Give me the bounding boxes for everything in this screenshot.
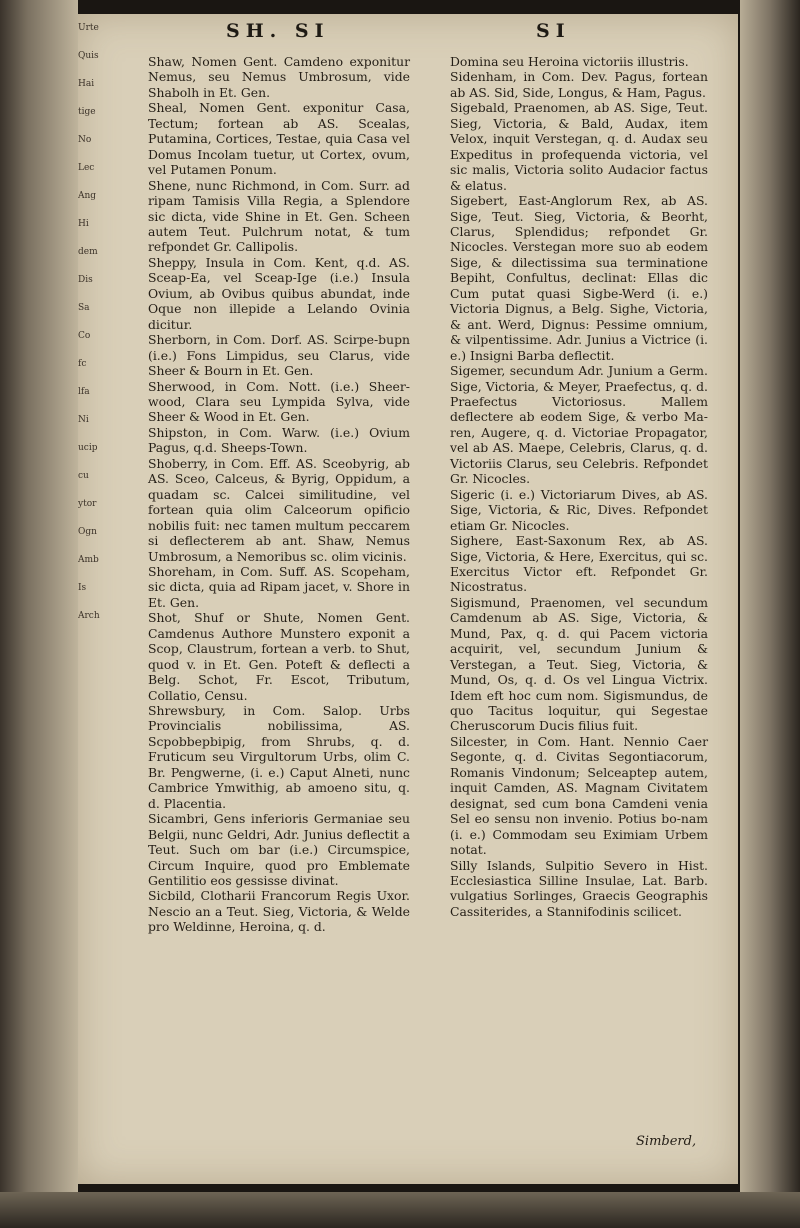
- catchword: Simberd,: [636, 1134, 697, 1149]
- margin-fragment: Quis: [78, 51, 99, 61]
- dictionary-entry: Shene, nunc Richmond, in Com. Surr. ad ripam Tamisis Villa Regia, a Splendore sic dicta, vide Shine in Et. Gen. Scheen autem Teut. Pulchrum notat, & tum refpondet Gr. Callipolis.: [148, 177, 410, 255]
- margin-fragment: tige: [78, 107, 96, 117]
- dictionary-entry: Sicambri, Gens inferioris Germaniae seu Belgii, nunc Geldri, Adr. Junius deflectit a Teut. Such om bar (i.e.) Circumspice, Circum Inquire, quod pro Emblemate Gentilitio eos gessisse divinat.: [148, 811, 410, 889]
- dictionary-entry: Shipston, in Com. Warw. (i.e.) Ovium Pagus, q.d. Sheeps-Town.: [148, 424, 410, 456]
- margin-fragment: Lec: [78, 163, 95, 173]
- left-page-edge: [0, 0, 78, 1228]
- dictionary-entry: Shoberry, in Com. Eff. AS. Sceobyrig, ab AS. Sceo, Calceus, & Byrig, Oppidum, a quadam sc. Calcei similitudine, vel fortean quia olim Calceorum opificio nobilis fuit: nec tamen multum peccarem si deflecterem ab ant. Shaw, Nemus Umbrosum, a Nemoribus sc. olim vicinis.: [148, 455, 410, 564]
- margin-fragment: Amb: [78, 555, 99, 565]
- dictionary-entry: Sherborn, in Com. Dorf. AS. Scirpe-bupn (i.e.) Fons Limpidus, seu Clarus, vide Sheer & Bourn in Et. Gen.: [148, 332, 410, 379]
- dictionary-entry: Sheal, Nomen Gent. exponitur Casa, Tectum; fortean ab AS. Scealas, Putamina, Cortices, Testae, quia Casa vel Domus Incolam tuetur, ut Cortex, ovum, vel Putamen Ponum.: [148, 100, 410, 178]
- margin-fragment: No: [78, 135, 92, 145]
- dictionary-entry: Sigebert, East-Anglorum Rex, ab AS. Sige, Teut. Sieg, Victoria, & Beorht, Clarus, Splendidus; refpondet Gr. Nicocles. Verstegan more suo ab eodem Sige, & dilectissima sua terminatione Bepiht, Confultus, declinat: Ellas dic Cum putat quasi Sigbe-Werd (i. e.) Victoria Dignus, a Belg. Sighe, Victoria, & ant. Werd, Dignus: Pessime omnium, & vilpentissime. Adr. Junius a Victrice (i. e.) Insigni Barba deflectit.: [450, 193, 708, 363]
- margin-fragment: Ang: [78, 191, 97, 201]
- dictionary-entry: Silly Islands, Sulpitio Severo in Hist. Ecclesiastica Silline Insulae, Lat. Barb. vulgatius Sorlinges, Graecis Geographis Cassiterides, a Stannifodinis scilicet.: [450, 857, 708, 919]
- dictionary-entry: Sigeric (i. e.) Victoriarum Dives, ab AS. Sige, Victoria, & Ric, Dives. Refpondet etiam Gr. Nicocles.: [450, 486, 708, 533]
- margin-fragment: Is: [78, 583, 87, 593]
- dictionary-entry: Silcester, in Com. Hant. Nennio Caer Segonte, q. d. Civitas Segontiacorum, Romanis Vindonum; Selceaptep autem, inquit Camden, AS. Magnam Civitatem designat, sed cum bona Camdeni venia Sel eo sensu non invenio. Potius bo-nam (i. e.) Commodam seu Eximiam Urbem notat.: [450, 733, 708, 858]
- page-body: [78, 14, 738, 1184]
- dictionary-entry: Shot, Shuf or Shute, Nomen Gent. Camdenus Authore Munstero exponit a Scop, Claustrum, fortean a verb. to Shut, quod v. in Et. Gen. Poteft & deflecti a Belg. Schot, Fr. Escot, Tributum, Collatio, Censu.: [148, 610, 410, 703]
- left-margin-fragments: [78, 14, 108, 1184]
- left-column: [148, 54, 410, 935]
- margin-fragment: Arch: [78, 611, 100, 621]
- running-head-right: SI: [536, 20, 571, 42]
- margin-fragment: Hai: [78, 79, 95, 89]
- dictionary-entry: Sicbild, Clotharii Francorum Regis Uxor. Nescio an a Teut. Sieg, Victoria, & Welde pro Weldinne, Heroina, q. d.: [148, 888, 410, 935]
- dictionary-entry: Sigemer, secundum Adr. Junium a Germ. Sige, Victoria, & Meyer, Praefectus, q. d. Praefectus Victoriosus. Mallem deflectere ab eodem Sige, & verbo Ma-ren, Augere, q. d. Victoriae Propagator, vel ab AS. Maepe, Celebris, Clarus, q. d. Victoriis Clarus, seu Celebris. Refpondet Gr. Nicocles.: [450, 363, 708, 487]
- dictionary-entry: Sighere, East-Saxonum Rex, ab AS. Sige, Victoria, & Here, Exercitus, qui sc. Exercitus Victor eft. Refpondet Gr. Nicostratus.: [450, 533, 708, 595]
- margin-fragment: Dis: [78, 275, 93, 285]
- right-page-edge: [740, 0, 800, 1228]
- margin-fragment: ucip: [78, 443, 98, 453]
- dictionary-entry: Shrewsbury, in Com. Salop. Urbs Provincialis nobilissima, AS. Scpobbepbipig, from Shrubs, q. d. Fruticum seu Virgultorum Urbs, olim C. Br. Pengwerne, (i. e.) Caput Alneti, nunc Cambrice Ymwithig, ab amoeno situ, q. d. Placentia.: [148, 703, 410, 811]
- margin-fragment: Hi: [78, 219, 89, 229]
- margin-fragment: lfa: [78, 387, 90, 397]
- margin-fragment: ytor: [78, 499, 97, 509]
- bottom-shadow: [0, 1192, 800, 1228]
- dictionary-entry: Sigebald, Praenomen, ab AS. Sige, Teut. Sieg, Victoria, & Bald, Audax, item Velox, inquit Verstegan, q. d. Audax seu Expeditus in profequenda victoria, vel sic malis, Victoria solito Audacior factus & elatus.: [450, 100, 708, 193]
- dictionary-entry: Shoreham, in Com. Suff. AS. Scopeham, sic dicta, quia ad Ripam jacet, v. Shore in Et. Gen.: [148, 563, 410, 610]
- margin-fragment: fc: [78, 359, 87, 369]
- right-column: [450, 54, 708, 919]
- margin-fragment: Ni: [78, 415, 89, 425]
- dictionary-entry: Sherwood, in Com. Nott. (i.e.) Sheer-wood, Clara seu Lympida Sylva, vide Sheer & Wood in Et. Gen.: [148, 378, 410, 425]
- dictionary-entry: Shaw, Nomen Gent. Camdeno exponitur Nemus, seu Nemus Umbrosum, vide Shabolh in Et. Gen.: [148, 54, 410, 100]
- margin-fragment: Sa: [78, 303, 90, 313]
- margin-fragment: Co: [78, 331, 91, 341]
- dictionary-entry: Sheppy, Insula in Com. Kent, q.d. AS. Sceap-Ea, vel Sceap-Ige (i.e.) Insula Ovium, ab Ovibus quibus abundat, inde Oque non illepide a Lelando Ovinia dicitur.: [148, 254, 410, 332]
- margin-fragment: Urte: [78, 23, 99, 33]
- dictionary-entry: Sigismund, Praenomen, vel secundum Camdenum ab AS. Sige, Victoria, & Mund, Pax, q. d. qui Pacem victoria acquirit, vel, secundum Junium & Verstegan, a Teut. Sieg, Victoria, & Mund, Os, q. d. Os vel Lingua Victrix. Idem eft hoc cum nom. Sigismundus, de quo Tacitus loquitur, qui Segestae Cheruscorum Ducis filius fuit.: [450, 594, 708, 734]
- margin-fragment: dem: [78, 247, 98, 257]
- dictionary-entry: Sidenham, in Com. Dev. Pagus, fortean ab AS. Sid, Side, Longus, & Ham, Pagus.: [450, 69, 708, 100]
- dictionary-entry: Domina seu Heroina victoriis illustris.: [450, 54, 689, 69]
- margin-fragment: Ogn: [78, 527, 97, 537]
- margin-fragment: cu: [78, 471, 89, 481]
- running-head-left: SH. SI: [226, 20, 330, 42]
